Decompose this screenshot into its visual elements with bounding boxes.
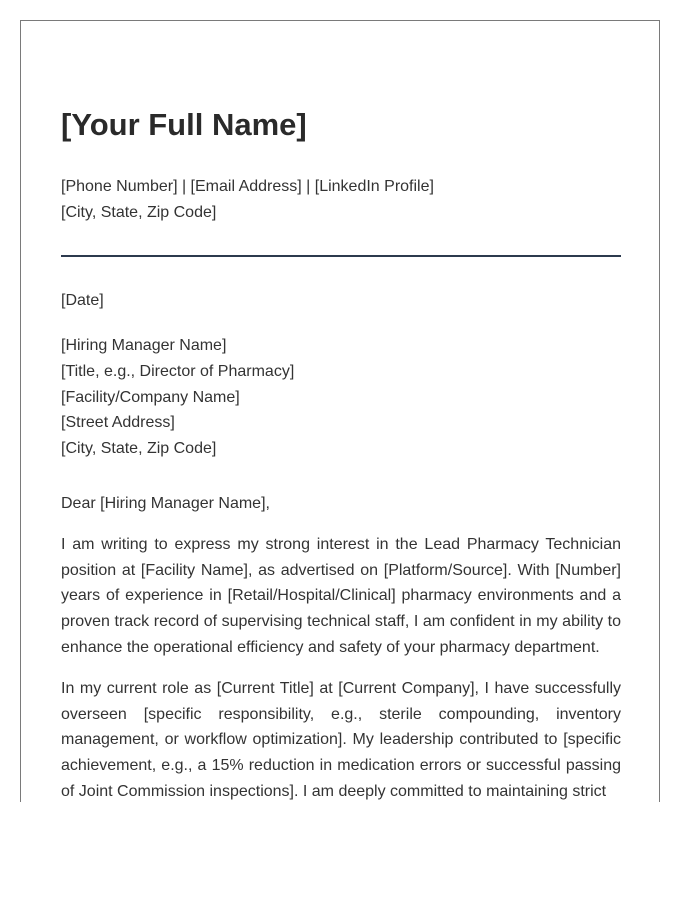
recipient-street: [Street Address] [61, 414, 175, 431]
header-divider [61, 255, 621, 257]
recipient-company: [Facility/Company Name] [61, 389, 240, 406]
body-paragraph-1: I am writing to express my strong interest in the Lead Pharmacy Technician position at [Facility Name], as advertised on [Platform/Source]. With [Number] years of experience in [Retail/Hospital/Clinical] pharmacy environments and a proven track record of supervising technical staff, I am confident in my ability to enhance the operational efficiency and safety of your pharmacy department. [61, 536, 621, 656]
salutation: Dear [Hiring Manager Name], [61, 495, 270, 512]
letter-page [20, 20, 660, 802]
recipient-city-state-zip: [City, State, Zip Code] [61, 440, 217, 457]
recipient-name: [Hiring Manager Name] [61, 337, 227, 354]
recipient-title: [Title, e.g., Director of Pharmacy] [61, 363, 295, 380]
applicant-location: [City, State, Zip Code] [61, 204, 217, 221]
contact-details: [Phone Number] | [Email Address] | [LinkedIn Profile] [61, 178, 434, 195]
applicant-name: [Your Full Name] [61, 107, 307, 142]
body-paragraph-2: In my current role as [Current Title] at [Current Company], I have successfully overseen [specific responsibility, e.g., sterile compounding, inventory management, or workflow optimization]. My leadership contributed to [specific achievement, e.g., a 15% reduction in medication errors or successful passing of Joint Commission inspections]. I am deeply committed to maintaining strict [61, 680, 621, 800]
letter-date: [Date] [61, 292, 104, 309]
